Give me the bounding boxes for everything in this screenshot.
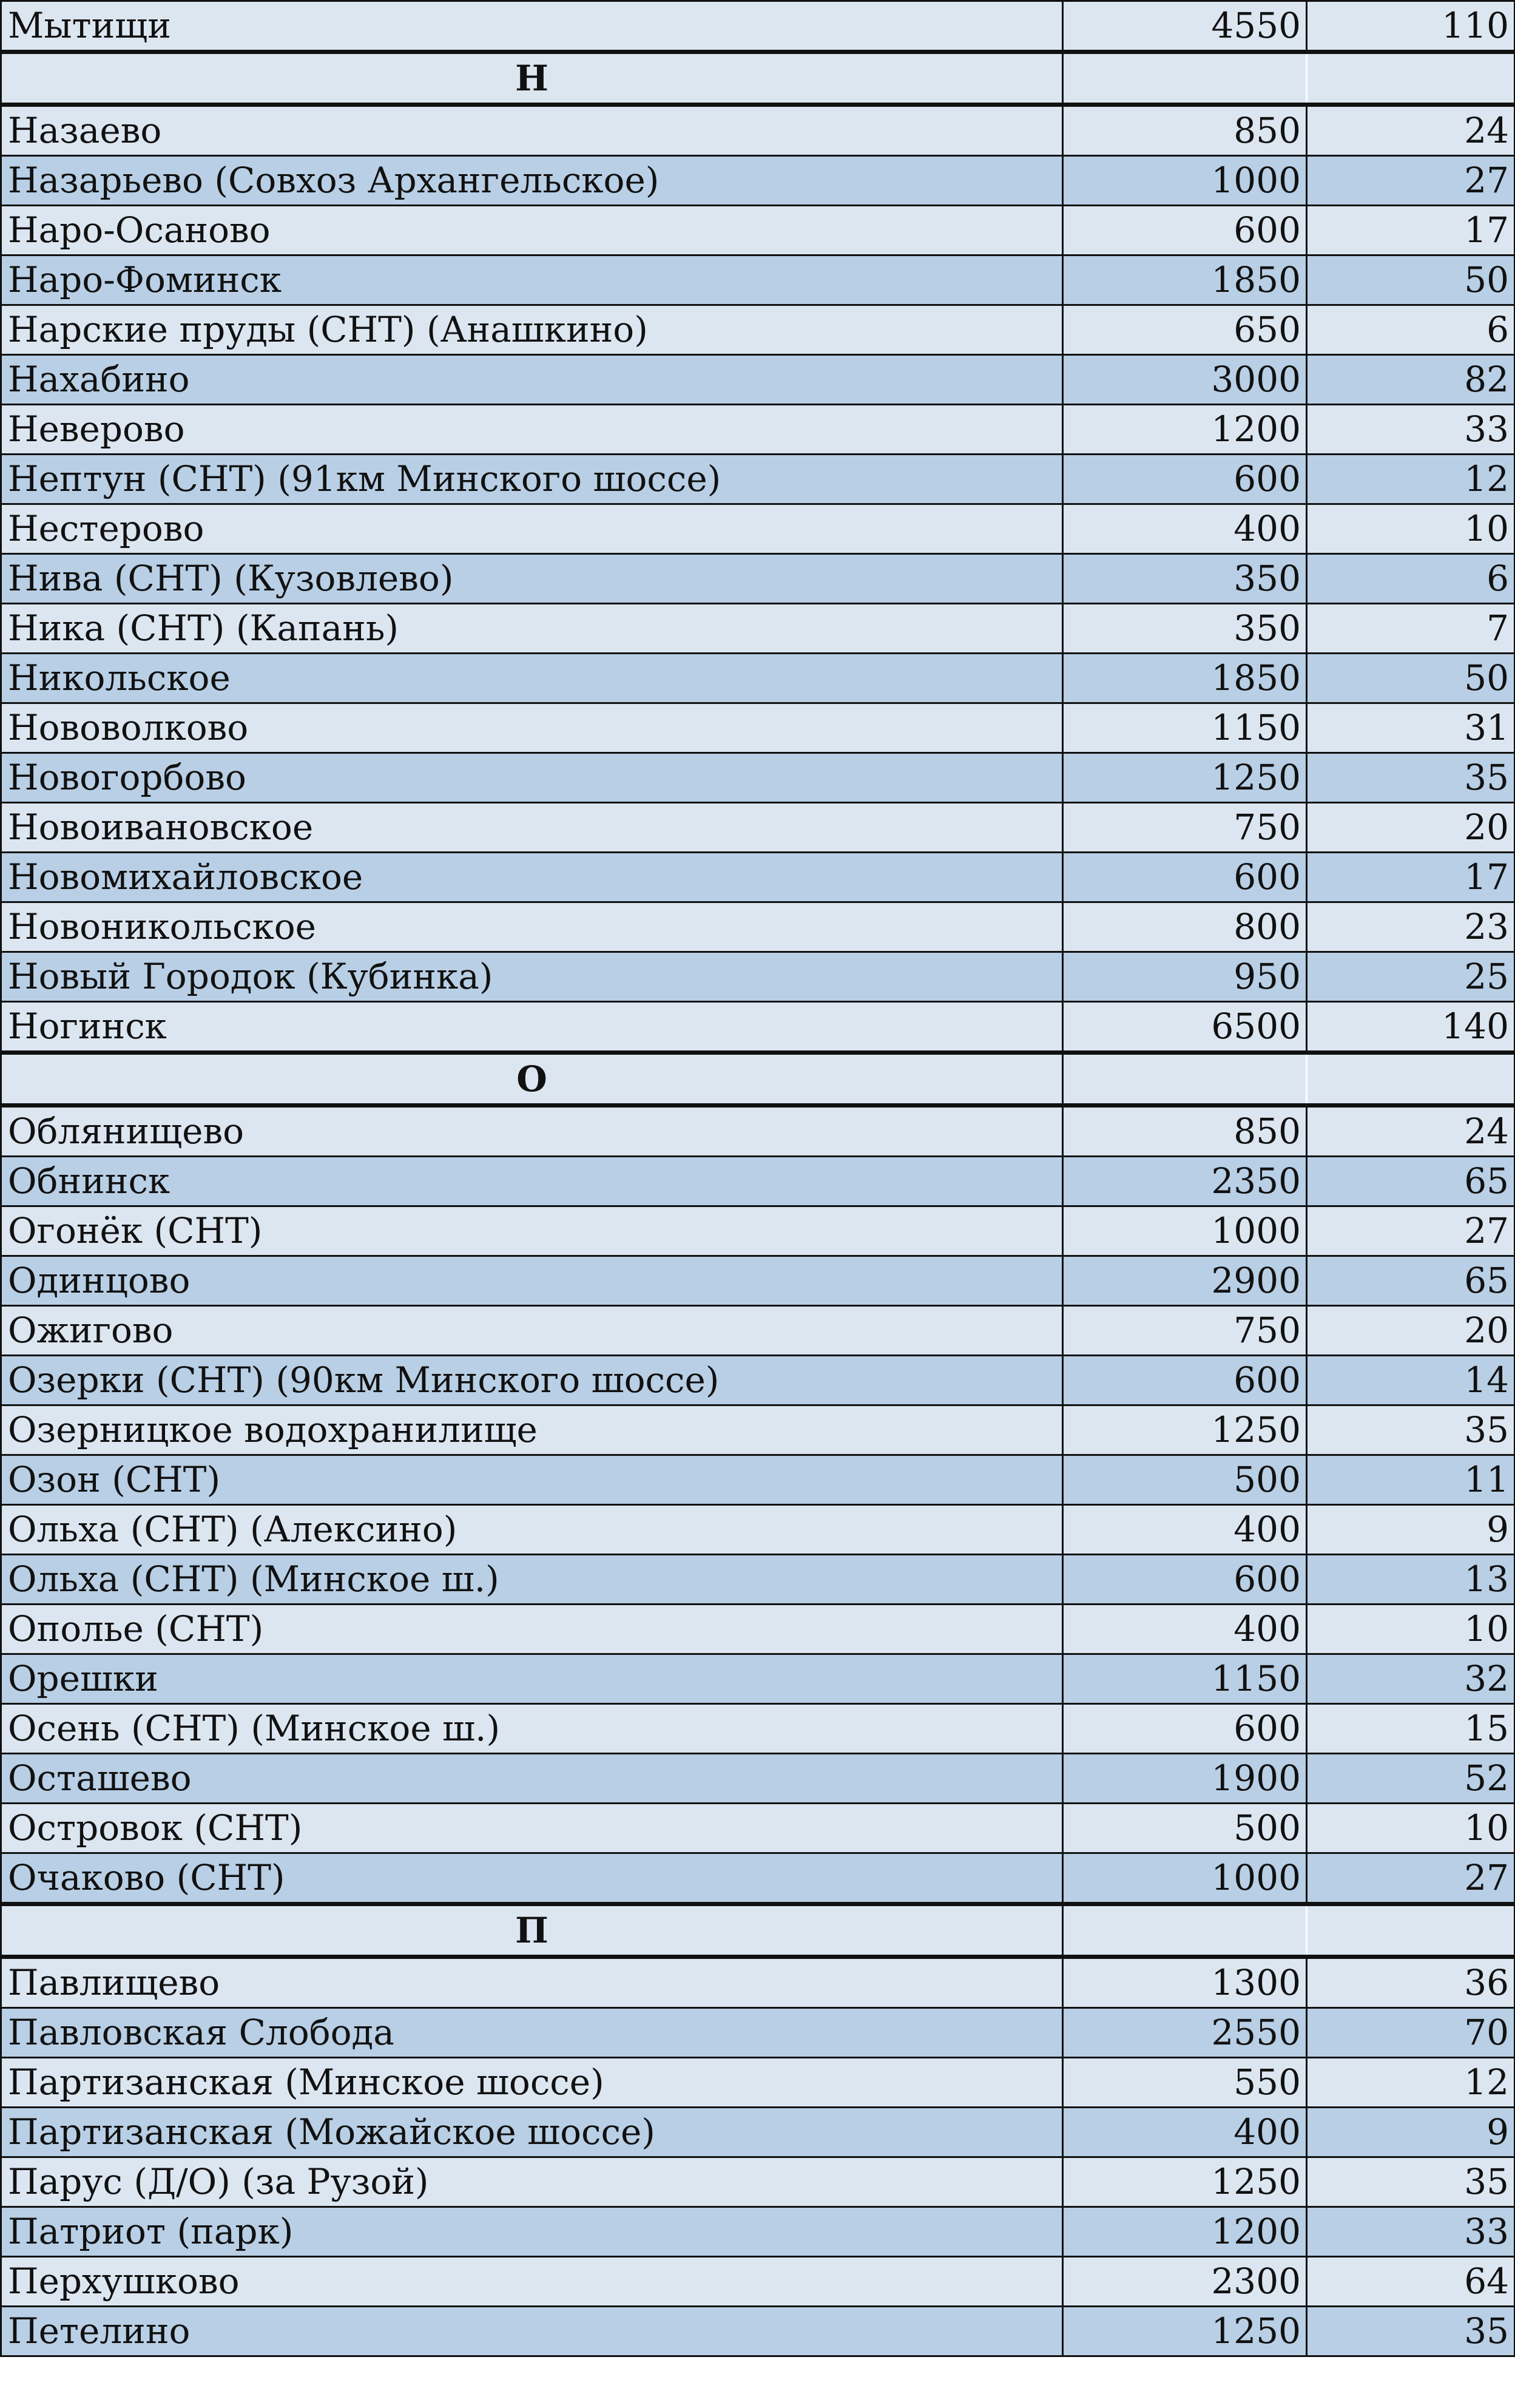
table-row [1, 1356, 1515, 1405]
value-a: 1900 [1063, 1754, 1307, 1804]
table-row [1, 1157, 1515, 1206]
table-row [1, 902, 1515, 952]
value-a: 600 [1063, 1356, 1307, 1405]
location-name: Павлищево [1, 1957, 1063, 2008]
value-b: 25 [1307, 952, 1515, 1002]
value-b: 7 [1307, 604, 1515, 654]
value-a: 1850 [1063, 255, 1307, 305]
value-a: 1000 [1063, 1206, 1307, 1256]
table-row [1, 1754, 1515, 1804]
value-a: 4550 [1063, 1, 1307, 52]
value-a: 400 [1063, 504, 1307, 554]
value-a: 600 [1063, 455, 1307, 504]
table-row [1, 455, 1515, 504]
table-row [1, 1455, 1515, 1505]
table-row [1, 255, 1515, 305]
location-name: Нестерово [1, 504, 1063, 554]
letter-section-header [1, 52, 1515, 105]
value-a: 2350 [1063, 1157, 1307, 1206]
value-b: 27 [1307, 1206, 1515, 1256]
header-blank-cell [1063, 52, 1307, 105]
table-row [1, 753, 1515, 803]
value-a: 1250 [1063, 2307, 1307, 2356]
location-name: Осташево [1, 1754, 1063, 1804]
table-row [1, 703, 1515, 753]
location-name: Ногинск [1, 1002, 1063, 1053]
location-name: Назаево [1, 105, 1063, 156]
value-b: 12 [1307, 455, 1515, 504]
table-row [1, 554, 1515, 604]
location-name: Островок (СНТ) [1, 1804, 1063, 1853]
value-a: 850 [1063, 1106, 1307, 1157]
table-row [1, 803, 1515, 853]
value-b: 10 [1307, 1605, 1515, 1654]
value-b: 13 [1307, 1555, 1515, 1605]
section-letter: П [1, 1904, 1063, 1957]
value-a: 350 [1063, 554, 1307, 604]
location-name: Озерницкое водохранилище [1, 1405, 1063, 1455]
value-a: 1250 [1063, 753, 1307, 803]
location-name: Петелино [1, 2307, 1063, 2356]
value-b: 10 [1307, 504, 1515, 554]
value-b: 82 [1307, 355, 1515, 405]
table-row [1, 1505, 1515, 1555]
value-b: 9 [1307, 1505, 1515, 1555]
header-blank-cell [1307, 52, 1515, 105]
value-a: 1000 [1063, 156, 1307, 206]
table-row [1, 156, 1515, 206]
value-a: 950 [1063, 952, 1307, 1002]
location-name: Нива (СНТ) (Кузовлево) [1, 554, 1063, 604]
location-name: Партизанская (Минское шоссе) [1, 2058, 1063, 2108]
value-a: 750 [1063, 1306, 1307, 1356]
table-row [1, 355, 1515, 405]
location-name: Ника (СНТ) (Капань) [1, 604, 1063, 654]
table-row [1, 604, 1515, 654]
value-b: 11 [1307, 1455, 1515, 1505]
table-row [1, 2108, 1515, 2157]
value-b: 35 [1307, 753, 1515, 803]
table-row [1, 654, 1515, 703]
table-row [1, 952, 1515, 1002]
value-b: 6 [1307, 305, 1515, 355]
table-row [1, 2307, 1515, 2356]
value-b: 23 [1307, 902, 1515, 952]
table-row [1, 1957, 1515, 2008]
value-a: 1250 [1063, 2157, 1307, 2207]
value-a: 600 [1063, 1555, 1307, 1605]
value-b: 35 [1307, 2307, 1515, 2356]
value-b: 35 [1307, 1405, 1515, 1455]
location-name: Нахабино [1, 355, 1063, 405]
table-row [1, 853, 1515, 902]
location-name: Партизанская (Можайское шоссе) [1, 2108, 1063, 2157]
value-a: 1000 [1063, 1853, 1307, 1904]
location-name: Нептун (СНТ) (91км Минского шоссе) [1, 455, 1063, 504]
value-a: 1200 [1063, 405, 1307, 455]
value-a: 1200 [1063, 2207, 1307, 2257]
value-b: 50 [1307, 255, 1515, 305]
value-a: 1850 [1063, 654, 1307, 703]
value-b: 140 [1307, 1002, 1515, 1053]
value-b: 65 [1307, 1157, 1515, 1206]
value-b: 65 [1307, 1256, 1515, 1306]
value-b: 17 [1307, 206, 1515, 255]
header-blank-cell [1307, 1053, 1515, 1106]
value-a: 3000 [1063, 355, 1307, 405]
table-row [1, 1853, 1515, 1904]
table-row [1, 1704, 1515, 1754]
value-b: 36 [1307, 1957, 1515, 2008]
table-row [1, 1654, 1515, 1704]
table-row [1, 206, 1515, 255]
letter-section-header [1, 1904, 1515, 1957]
table-row [1, 1306, 1515, 1356]
value-b: 9 [1307, 2108, 1515, 2157]
value-a: 600 [1063, 853, 1307, 902]
location-name: Перхушково [1, 2257, 1063, 2307]
value-b: 10 [1307, 1804, 1515, 1853]
value-b: 32 [1307, 1654, 1515, 1704]
value-a: 2300 [1063, 2257, 1307, 2307]
location-name: Наро-Осаново [1, 206, 1063, 255]
value-b: 17 [1307, 853, 1515, 902]
value-b: 52 [1307, 1754, 1515, 1804]
section-letter: О [1, 1053, 1063, 1106]
location-name: Новоивановское [1, 803, 1063, 853]
location-name: Ополье (СНТ) [1, 1605, 1063, 1654]
value-a: 750 [1063, 803, 1307, 853]
value-b: 33 [1307, 405, 1515, 455]
value-a: 800 [1063, 902, 1307, 952]
location-name: Новогорбово [1, 753, 1063, 803]
value-b: 64 [1307, 2257, 1515, 2307]
location-name: Нарские пруды (СНТ) (Анашкино) [1, 305, 1063, 355]
location-name: Обнинск [1, 1157, 1063, 1206]
value-b: 20 [1307, 1306, 1515, 1356]
location-name: Павловская Слобода [1, 2008, 1063, 2058]
location-name: Парус (Д/О) (за Рузой) [1, 2157, 1063, 2207]
value-a: 1250 [1063, 1405, 1307, 1455]
section-letter: Н [1, 52, 1063, 105]
location-name: Нововолково [1, 703, 1063, 753]
value-b: 70 [1307, 2008, 1515, 2058]
value-b: 24 [1307, 105, 1515, 156]
value-a: 2900 [1063, 1256, 1307, 1306]
table-row [1, 1256, 1515, 1306]
table-row [1, 1804, 1515, 1853]
table-row [1, 2207, 1515, 2257]
value-a: 400 [1063, 1605, 1307, 1654]
value-b: 50 [1307, 654, 1515, 703]
header-blank-cell [1307, 1904, 1515, 1957]
table-row [1, 1, 1515, 52]
value-a: 650 [1063, 305, 1307, 355]
location-name: Новоникольское [1, 902, 1063, 952]
table-row [1, 1555, 1515, 1605]
location-name: Мытищи [1, 1, 1063, 52]
table-row [1, 2157, 1515, 2207]
table-row [1, 1605, 1515, 1654]
location-name: Никольское [1, 654, 1063, 703]
table-row [1, 405, 1515, 455]
location-name: Ольха (СНТ) (Минское ш.) [1, 1555, 1063, 1605]
value-b: 35 [1307, 2157, 1515, 2207]
value-a: 400 [1063, 2108, 1307, 2157]
value-b: 27 [1307, 156, 1515, 206]
table-row [1, 1106, 1515, 1157]
value-a: 2550 [1063, 2008, 1307, 2058]
table-row [1, 2058, 1515, 2108]
table-row [1, 105, 1515, 156]
location-name: Наро-Фоминск [1, 255, 1063, 305]
location-name: Новый Городок (Кубинка) [1, 952, 1063, 1002]
value-b: 20 [1307, 803, 1515, 853]
value-a: 850 [1063, 105, 1307, 156]
letter-section-header [1, 1053, 1515, 1106]
table-row [1, 2257, 1515, 2307]
location-name: Новомихайловское [1, 853, 1063, 902]
header-blank-cell [1063, 1904, 1307, 1957]
value-b: 31 [1307, 703, 1515, 753]
value-b: 14 [1307, 1356, 1515, 1405]
value-b: 6 [1307, 554, 1515, 604]
value-a: 1150 [1063, 1654, 1307, 1704]
value-a: 500 [1063, 1455, 1307, 1505]
value-b: 33 [1307, 2207, 1515, 2257]
table-row [1, 1002, 1515, 1053]
location-name: Орешки [1, 1654, 1063, 1704]
value-a: 600 [1063, 206, 1307, 255]
price-table-body [1, 1, 1515, 2356]
value-a: 1300 [1063, 1957, 1307, 2008]
header-blank-cell [1063, 1053, 1307, 1106]
value-b: 24 [1307, 1106, 1515, 1157]
location-name: Ожигово [1, 1306, 1063, 1356]
value-b: 12 [1307, 2058, 1515, 2108]
value-a: 550 [1063, 2058, 1307, 2108]
value-a: 500 [1063, 1804, 1307, 1853]
location-name: Ольха (СНТ) (Алексино) [1, 1505, 1063, 1555]
location-name: Облянищево [1, 1106, 1063, 1157]
location-name: Одинцово [1, 1256, 1063, 1306]
table-row [1, 504, 1515, 554]
table-row [1, 1405, 1515, 1455]
location-name: Озерки (СНТ) (90км Минского шоссе) [1, 1356, 1063, 1405]
location-name: Озон (СНТ) [1, 1455, 1063, 1505]
location-name: Назарьево (Совхоз Архангельское) [1, 156, 1063, 206]
table-row [1, 305, 1515, 355]
table-row [1, 2008, 1515, 2058]
value-b: 15 [1307, 1704, 1515, 1754]
location-name: Осень (СНТ) (Минское ш.) [1, 1704, 1063, 1754]
table-row [1, 1206, 1515, 1256]
value-a: 6500 [1063, 1002, 1307, 1053]
value-a: 400 [1063, 1505, 1307, 1555]
value-b: 27 [1307, 1853, 1515, 1904]
value-a: 1150 [1063, 703, 1307, 753]
location-name: Патриот (парк) [1, 2207, 1063, 2257]
location-name: Очаково (СНТ) [1, 1853, 1063, 1904]
location-name: Огонёк (СНТ) [1, 1206, 1063, 1256]
location-name: Неверово [1, 405, 1063, 455]
value-b: 110 [1307, 1, 1515, 52]
value-a: 350 [1063, 604, 1307, 654]
value-a: 600 [1063, 1704, 1307, 1754]
